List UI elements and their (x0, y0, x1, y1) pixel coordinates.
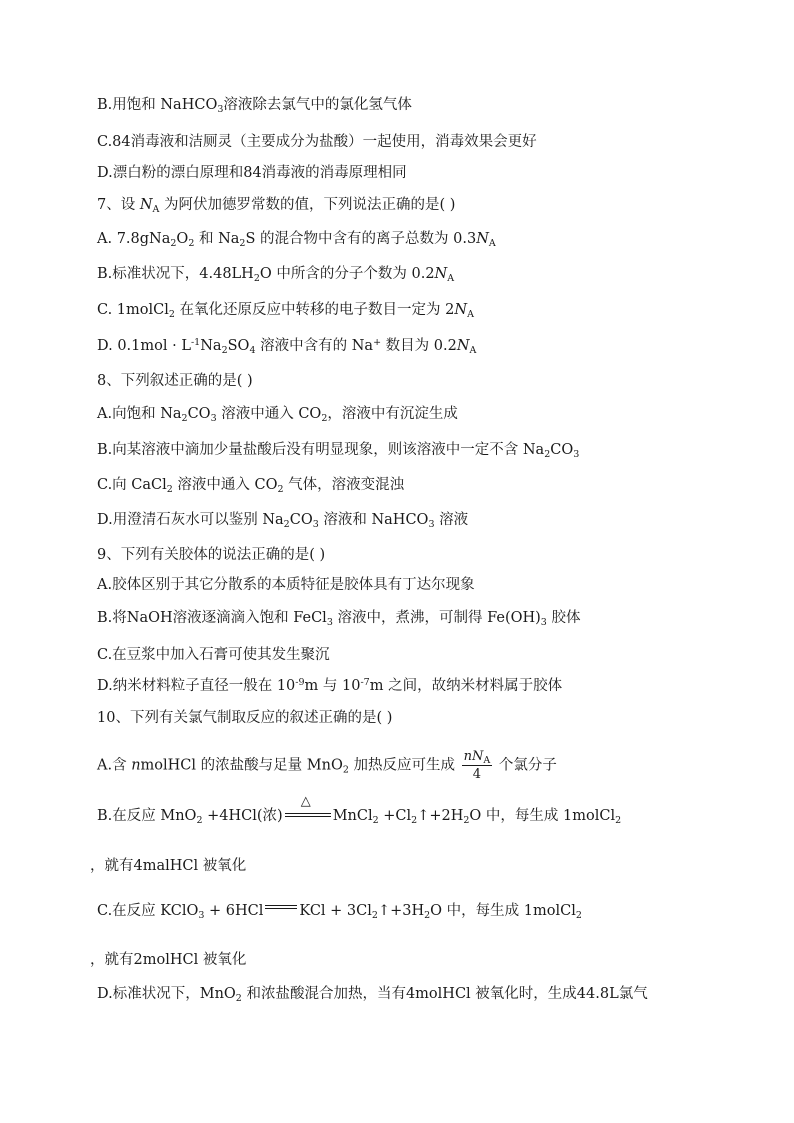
q7-stem: 7、设 $N_A$ 为阿伏加德罗常数的值，下列说法正确的是( ) (97, 197, 456, 215)
q10-option-c-continued: ，就有2molHCl 被氧化 (90, 952, 247, 968)
q8-option-d: D.用澄清石灰水可以鉴别 $Na_2CO_3$ 溶液和 NaHCO$_3$ 溶液 (97, 512, 469, 530)
equals-sign-icon (265, 904, 297, 914)
q9-stem: 9、下列有关胶体的说法正确的是( ) (97, 547, 326, 563)
q9-option-a: A.胶体区别于其它分散系的本质特征是胶体具有丁达尔现象 (97, 577, 475, 593)
q9-option-c: C.在豆浆中加入石膏可使其发生聚沉 (97, 647, 330, 663)
q8-option-a: A.向饱和 $Na_2CO_3$ 溶液中通入 $CO_2$，溶液中有沉淀生成 (97, 406, 458, 424)
q9-option-b: B.将NaOH溶液逐滴滴入饱和 FeCl$_3$ 溶液中，煮沸，可制得 $Fe(OH)_3$ 胶体 (97, 610, 581, 628)
q8-option-b: B.向某溶液中滴加少量盐酸后没有明显现象，则该溶液中一定不含 $Na_2CO_3$ (97, 442, 580, 460)
q8-stem: 8、下列叙述正确的是( ) (97, 373, 253, 389)
q6-option-d: D.漂白粉的漂白原理和84消毒液的消毒原理相同 (97, 165, 407, 181)
q10-option-b: B.在反应 MnO$_2$ +4HCl(浓) △ MnCl$_2$ $+Cl_2↑+2H_2O$ 中，每生成 1molCl$_2$ (97, 794, 622, 826)
q6-option-c: C.84消毒液和洁厕灵（主要成分为盐酸）一起使用，消毒效果会更好 (97, 134, 537, 150)
fraction-nNA-over-4: $\frac{nN_A}{4}$ (463, 749, 491, 782)
q9-option-d: D.纳米材料粒子直径一般在 $10^{-9}m$ 与 $10^{-7}m$ 之间，故纳米材料属于胶体 (97, 677, 563, 694)
q7-option-b: B.标准状况下，$4.48LH_2O$ 中所含的分子个数为 $0.2N_A$ (97, 266, 455, 284)
q7-option-c: C. 1molCl$_2$ 在氧化还原反应中转移的电子数目一定为 $2N_A$ (97, 302, 474, 320)
q10-stem: 10、下列有关氯气制取反应的叙述正确的是( ) (97, 710, 393, 726)
q10-option-a: A.含 nmolHCl 的浓盐酸与足量 MnO$_2$ 加热反应可生成 $\frac{nN_A}{4}$ 个氯分子 (97, 749, 557, 782)
q10-option-b-continued: ，就有4malHCl 被氧化 (90, 858, 247, 874)
q7-option-a: A. $7.8gNa_2O_2$ 和 $Na_2S$ 的混合物中含有的离子总数为 $0.3N_A$ (97, 231, 496, 249)
q10-option-c: C.在反应 KClO$_3$ + 6HCl KCl + $3Cl_2↑+3H_2O$ 中，每生成 1molCl$_2$ (97, 903, 582, 921)
heating-equals-sign-icon: △ (285, 808, 331, 822)
q6-option-b: B.用饱和 NaHCO$_3$溶液除去氯气中的氯化氢气体 (97, 97, 412, 115)
q10-option-d: D.标准状况下，MnO$_2$ 和浓盐酸混合加热，当有4molHCl 被氧化时，生成44.8L氯气 (97, 986, 648, 1004)
q8-option-c: C.向 CaCl$_2$ 溶液中通入 $CO_2$ 气体，溶液变混浊 (97, 477, 405, 495)
q7-option-d: D. $0.1mol \cdot L^{-1}Na_2SO_4$ 溶液中含有的 Na+ 数目为 $0.2N_A$ (97, 337, 477, 356)
